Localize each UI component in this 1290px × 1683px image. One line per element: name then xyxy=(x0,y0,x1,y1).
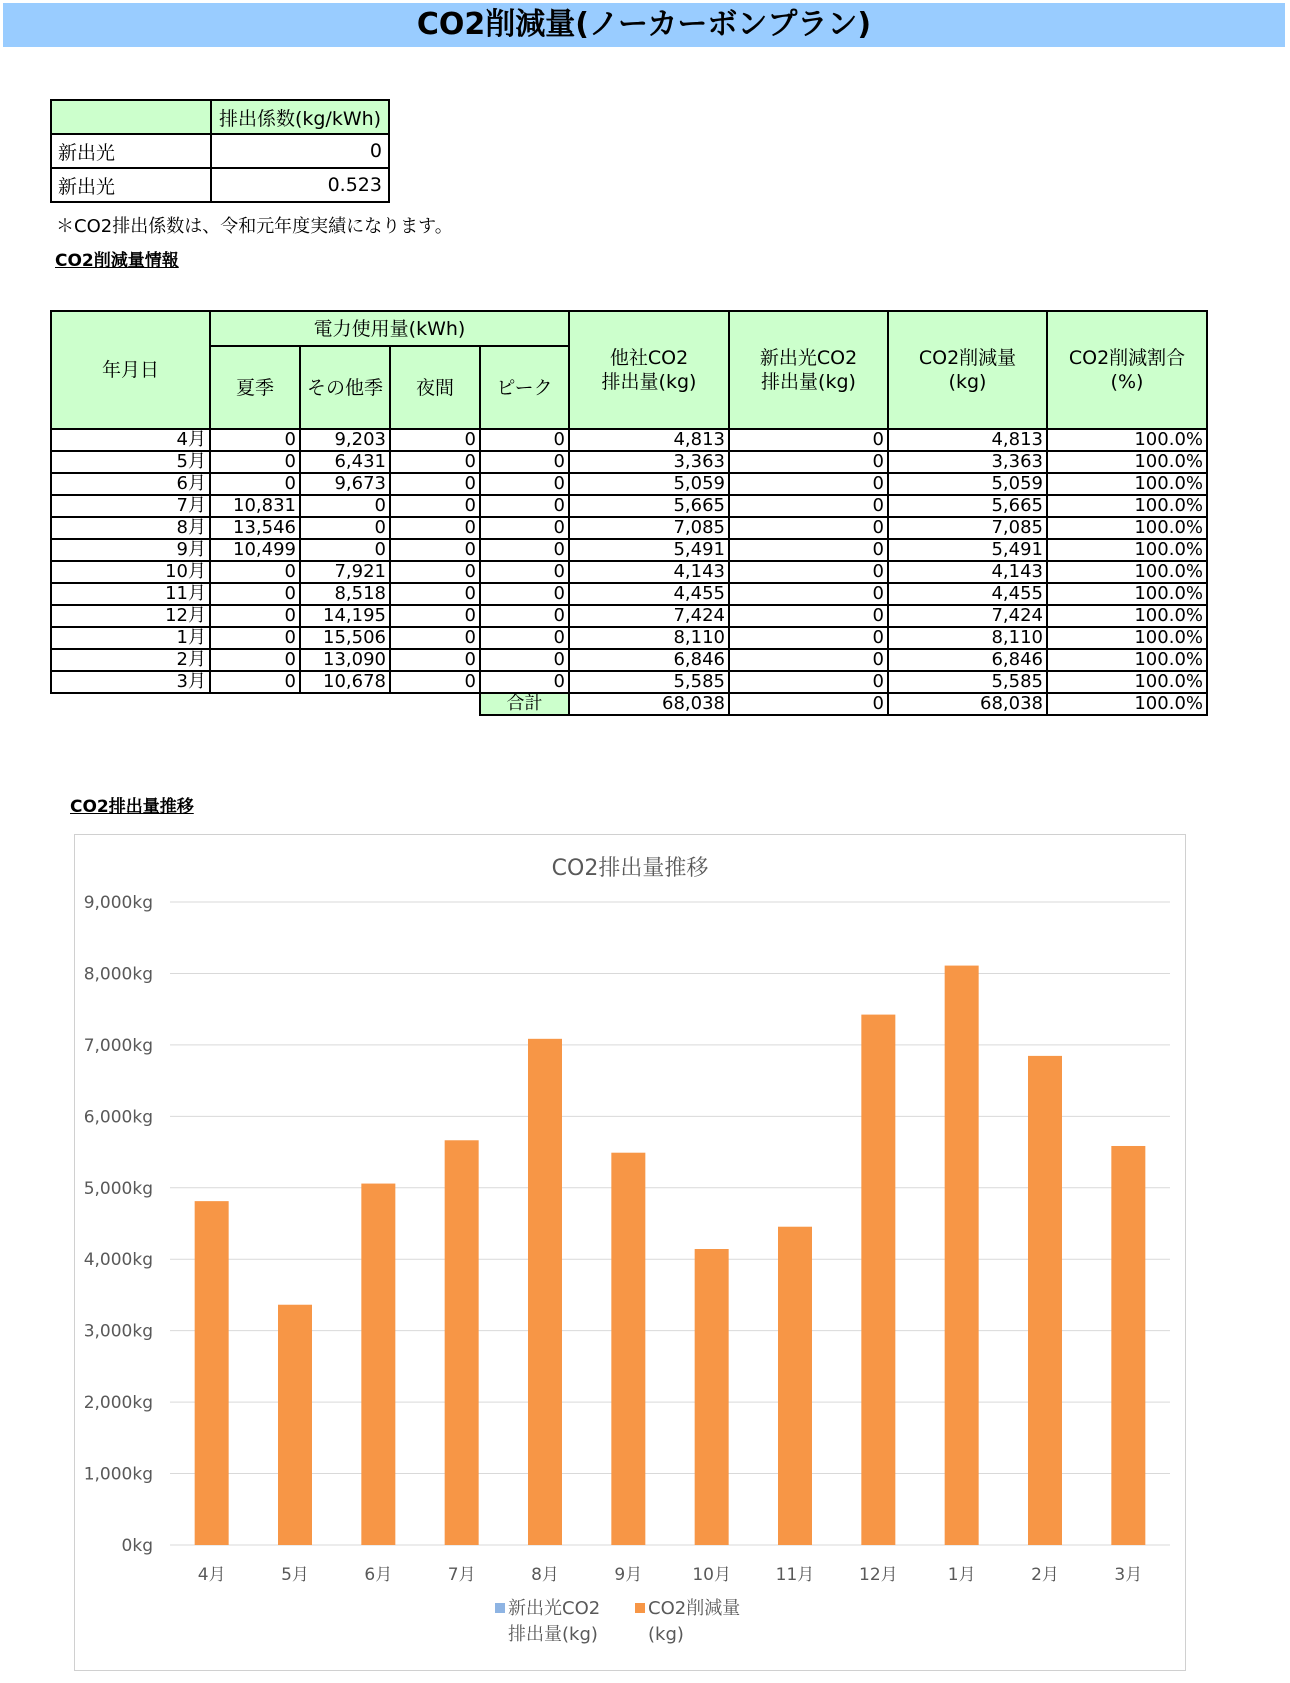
total-cell: 0 xyxy=(729,693,888,715)
table-cell: 0 xyxy=(390,473,480,495)
table-cell: 0 xyxy=(480,605,569,627)
table-cell: 100.0% xyxy=(1047,671,1207,693)
x-tick-label: 3月 xyxy=(1114,1565,1143,1585)
table-cell: 0 xyxy=(300,539,390,561)
table-cell: 1月 xyxy=(51,627,210,649)
table-cell: 4,455 xyxy=(569,583,729,605)
y-tick-label: 0kg xyxy=(121,1536,153,1556)
table-cell: 8,110 xyxy=(888,627,1047,649)
table-cell: 0 xyxy=(210,583,300,605)
factor-header: 排出係数(kg/kWh) xyxy=(211,100,389,134)
x-tick-label: 4月 xyxy=(197,1565,226,1585)
legend-label-reduction: CO2削減量 xyxy=(648,1598,741,1619)
legend-swatch-new-co2 xyxy=(495,1603,505,1613)
table-cell: 0 xyxy=(480,473,569,495)
table-cell: 6月 xyxy=(51,473,210,495)
table-row xyxy=(51,539,1207,561)
legend-label-new-co2: 排出量(kg) xyxy=(508,1624,598,1645)
table-cell: 11月 xyxy=(51,583,210,605)
y-tick-label: 6,000kg xyxy=(83,1107,153,1128)
table-cell: 9,203 xyxy=(300,429,390,451)
table-cell: 0 xyxy=(210,451,300,473)
section-title-reduction: CO2削減量情報 xyxy=(55,251,179,271)
table-cell: 6,846 xyxy=(569,649,729,671)
table-cell: 4,813 xyxy=(569,429,729,451)
table-cell: 100.0% xyxy=(1047,451,1207,473)
total-label: 合計 xyxy=(480,693,569,715)
table-row xyxy=(51,517,1207,539)
table-cell: 0 xyxy=(390,605,480,627)
emission-note: ＊CO2排出係数は、令和元年度実績になります。 xyxy=(56,216,453,237)
table-cell: 0 xyxy=(480,627,569,649)
table-cell: 100.0% xyxy=(1047,495,1207,517)
table-cell: 8,518 xyxy=(300,583,390,605)
table-cell: 0 xyxy=(390,495,480,517)
table-cell: 5,059 xyxy=(569,473,729,495)
x-tick-label: 12月 xyxy=(859,1565,898,1585)
table-cell: 0 xyxy=(729,583,888,605)
x-tick-label: 9月 xyxy=(614,1565,643,1585)
col-other-season: その他季 xyxy=(300,346,390,429)
table-cell: 0 xyxy=(210,605,300,627)
x-tick-label: 1月 xyxy=(947,1565,976,1585)
legend-label-reduction: (kg) xyxy=(648,1624,684,1645)
table-cell: 0 xyxy=(729,495,888,517)
table-cell: 0 xyxy=(729,671,888,693)
table-cell: 2月 xyxy=(51,649,210,671)
y-tick-label: 5,000kg xyxy=(83,1178,153,1199)
y-tick-label: 9,000kg xyxy=(83,893,153,913)
chart-area xyxy=(74,834,1186,1671)
table-cell: 100.0% xyxy=(1047,649,1207,671)
table-cell: 14,195 xyxy=(300,605,390,627)
table-cell: 5月 xyxy=(51,451,210,473)
section-title-chart: CO2排出量推移 xyxy=(70,797,194,817)
table-row xyxy=(51,495,1207,517)
col-new-co2: 新出光CO2 排出量(kg) xyxy=(729,311,888,429)
table-cell: 0 xyxy=(210,627,300,649)
table-cell: 0 xyxy=(390,429,480,451)
factor-label: 新出光 xyxy=(51,168,211,202)
factor-header-blank xyxy=(51,100,211,134)
table-cell: 7,085 xyxy=(569,517,729,539)
table-cell: 0 xyxy=(729,451,888,473)
y-tick-label: 4,000kg xyxy=(83,1250,153,1271)
table-cell: 5,585 xyxy=(569,671,729,693)
table-cell: 5,665 xyxy=(888,495,1047,517)
table-cell: 100.0% xyxy=(1047,561,1207,583)
chart-title: CO2排出量推移 xyxy=(551,856,709,881)
bar-co2-reduction xyxy=(945,966,979,1545)
table-row xyxy=(51,451,1207,473)
col-summer: 夏季 xyxy=(210,346,300,429)
table-cell: 7月 xyxy=(51,495,210,517)
col-ratio: CO2削減割合 (%) xyxy=(1047,311,1207,429)
legend-swatch-reduction xyxy=(635,1603,645,1613)
table-cell: 4,143 xyxy=(888,561,1047,583)
table-cell: 3月 xyxy=(51,671,210,693)
table-row xyxy=(51,649,1207,671)
table-cell: 4月 xyxy=(51,429,210,451)
table-cell: 0 xyxy=(729,539,888,561)
total-cell: 100.0% xyxy=(1047,693,1207,715)
bar-co2-reduction xyxy=(361,1184,395,1545)
bar-co2-reduction xyxy=(611,1153,645,1545)
table-cell: 0 xyxy=(390,517,480,539)
y-tick-label: 2,000kg xyxy=(83,1393,153,1414)
total-cell: 68,038 xyxy=(569,693,729,715)
x-tick-label: 8月 xyxy=(531,1565,559,1585)
bar-co2-reduction xyxy=(778,1227,812,1545)
table-cell: 0 xyxy=(390,561,480,583)
table-cell: 0 xyxy=(390,451,480,473)
table-cell: 0 xyxy=(390,671,480,693)
col-night: 夜間 xyxy=(390,346,480,429)
reduction-table xyxy=(50,310,1208,716)
total-cell: 68,038 xyxy=(888,693,1047,715)
page-title: CO2削減量(ノーカーボンプラン) xyxy=(3,3,1285,47)
table-cell: 100.0% xyxy=(1047,583,1207,605)
factor-value: 0 xyxy=(211,134,389,168)
table-cell: 0 xyxy=(480,451,569,473)
table-cell: 0 xyxy=(729,561,888,583)
table-cell: 5,665 xyxy=(569,495,729,517)
emission-factor-table xyxy=(50,99,390,203)
table-cell: 0 xyxy=(210,429,300,451)
table-cell: 0 xyxy=(210,671,300,693)
table-cell: 0 xyxy=(300,517,390,539)
bar-co2-reduction xyxy=(195,1201,229,1545)
table-cell: 0 xyxy=(480,429,569,451)
table-cell: 100.0% xyxy=(1047,473,1207,495)
bar-co2-reduction xyxy=(445,1140,479,1545)
table-cell: 7,424 xyxy=(888,605,1047,627)
table-cell: 3,363 xyxy=(888,451,1047,473)
y-tick-label: 7,000kg xyxy=(83,1035,153,1056)
table-cell: 0 xyxy=(480,517,569,539)
table-cell: 5,059 xyxy=(888,473,1047,495)
table-cell: 9月 xyxy=(51,539,210,561)
table-row xyxy=(51,583,1207,605)
bar-co2-reduction xyxy=(528,1039,562,1545)
total-blank xyxy=(51,693,480,715)
table-cell: 15,506 xyxy=(300,627,390,649)
table-cell: 6,431 xyxy=(300,451,390,473)
table-cell: 0 xyxy=(390,649,480,671)
legend-label-new-co2: 新出光CO2 xyxy=(508,1598,601,1619)
x-tick-label: 2月 xyxy=(1031,1565,1059,1585)
table-row xyxy=(51,627,1207,649)
table-cell: 0 xyxy=(210,561,300,583)
table-cell: 0 xyxy=(300,495,390,517)
table-cell: 7,085 xyxy=(888,517,1047,539)
table-cell: 0 xyxy=(390,539,480,561)
factor-value: 0.523 xyxy=(211,168,389,202)
x-tick-label: 6月 xyxy=(364,1565,393,1585)
bar-co2-reduction xyxy=(1111,1146,1145,1545)
table-cell: 3,363 xyxy=(569,451,729,473)
table-cell: 0 xyxy=(390,583,480,605)
table-cell: 0 xyxy=(480,649,569,671)
table-cell: 13,090 xyxy=(300,649,390,671)
col-power: 電力使用量(kWh) xyxy=(210,311,569,346)
table-cell: 100.0% xyxy=(1047,539,1207,561)
total-row xyxy=(51,693,1207,715)
table-row xyxy=(51,605,1207,627)
table-cell: 4,143 xyxy=(569,561,729,583)
table-cell: 0 xyxy=(480,583,569,605)
table-cell: 100.0% xyxy=(1047,627,1207,649)
table-cell: 0 xyxy=(729,627,888,649)
table-cell: 0 xyxy=(729,429,888,451)
col-date: 年月日 xyxy=(51,311,210,429)
table-cell: 0 xyxy=(390,627,480,649)
table-cell: 4,813 xyxy=(888,429,1047,451)
table-cell: 0 xyxy=(480,671,569,693)
table-cell: 5,585 xyxy=(888,671,1047,693)
table-cell: 13,546 xyxy=(210,517,300,539)
col-reduction: CO2削減量 (kg) xyxy=(888,311,1047,429)
y-tick-label: 3,000kg xyxy=(83,1321,153,1342)
table-cell: 4,455 xyxy=(888,583,1047,605)
col-other-co2: 他社CO2 排出量(kg) xyxy=(569,311,729,429)
x-tick-label: 5月 xyxy=(281,1565,309,1585)
table-cell: 0 xyxy=(480,561,569,583)
table-cell: 10,678 xyxy=(300,671,390,693)
table-cell: 0 xyxy=(729,517,888,539)
bar-co2-reduction xyxy=(861,1015,895,1545)
x-tick-label: 10月 xyxy=(692,1565,731,1585)
table-cell: 100.0% xyxy=(1047,517,1207,539)
table-row xyxy=(51,671,1207,693)
x-tick-label: 7月 xyxy=(447,1565,476,1585)
col-peak: ピーク xyxy=(480,346,569,429)
table-cell: 10月 xyxy=(51,561,210,583)
y-tick-label: 8,000kg xyxy=(83,964,153,985)
table-row xyxy=(51,429,1207,451)
bar-co2-reduction xyxy=(278,1305,312,1545)
table-cell: 0 xyxy=(729,649,888,671)
table-cell: 100.0% xyxy=(1047,429,1207,451)
table-cell: 0 xyxy=(480,495,569,517)
factor-label: 新出光 xyxy=(51,134,211,168)
table-cell: 12月 xyxy=(51,605,210,627)
table-cell: 8月 xyxy=(51,517,210,539)
table-cell: 0 xyxy=(210,473,300,495)
table-cell: 10,831 xyxy=(210,495,300,517)
table-cell: 5,491 xyxy=(569,539,729,561)
table-cell: 10,499 xyxy=(210,539,300,561)
table-cell: 8,110 xyxy=(569,627,729,649)
y-tick-label: 1,000kg xyxy=(83,1464,153,1485)
table-cell: 0 xyxy=(729,473,888,495)
table-cell: 7,424 xyxy=(569,605,729,627)
table-cell: 7,921 xyxy=(300,561,390,583)
bar-co2-reduction xyxy=(1028,1056,1062,1545)
table-cell: 0 xyxy=(729,605,888,627)
bar-co2-reduction xyxy=(695,1249,729,1545)
x-tick-label: 11月 xyxy=(775,1565,815,1585)
table-cell: 9,673 xyxy=(300,473,390,495)
table-cell: 5,491 xyxy=(888,539,1047,561)
table-cell: 0 xyxy=(210,649,300,671)
table-row xyxy=(51,473,1207,495)
table-cell: 6,846 xyxy=(888,649,1047,671)
table-cell: 100.0% xyxy=(1047,605,1207,627)
table-cell: 0 xyxy=(480,539,569,561)
table-row xyxy=(51,561,1207,583)
bar-chart xyxy=(75,835,1185,1670)
